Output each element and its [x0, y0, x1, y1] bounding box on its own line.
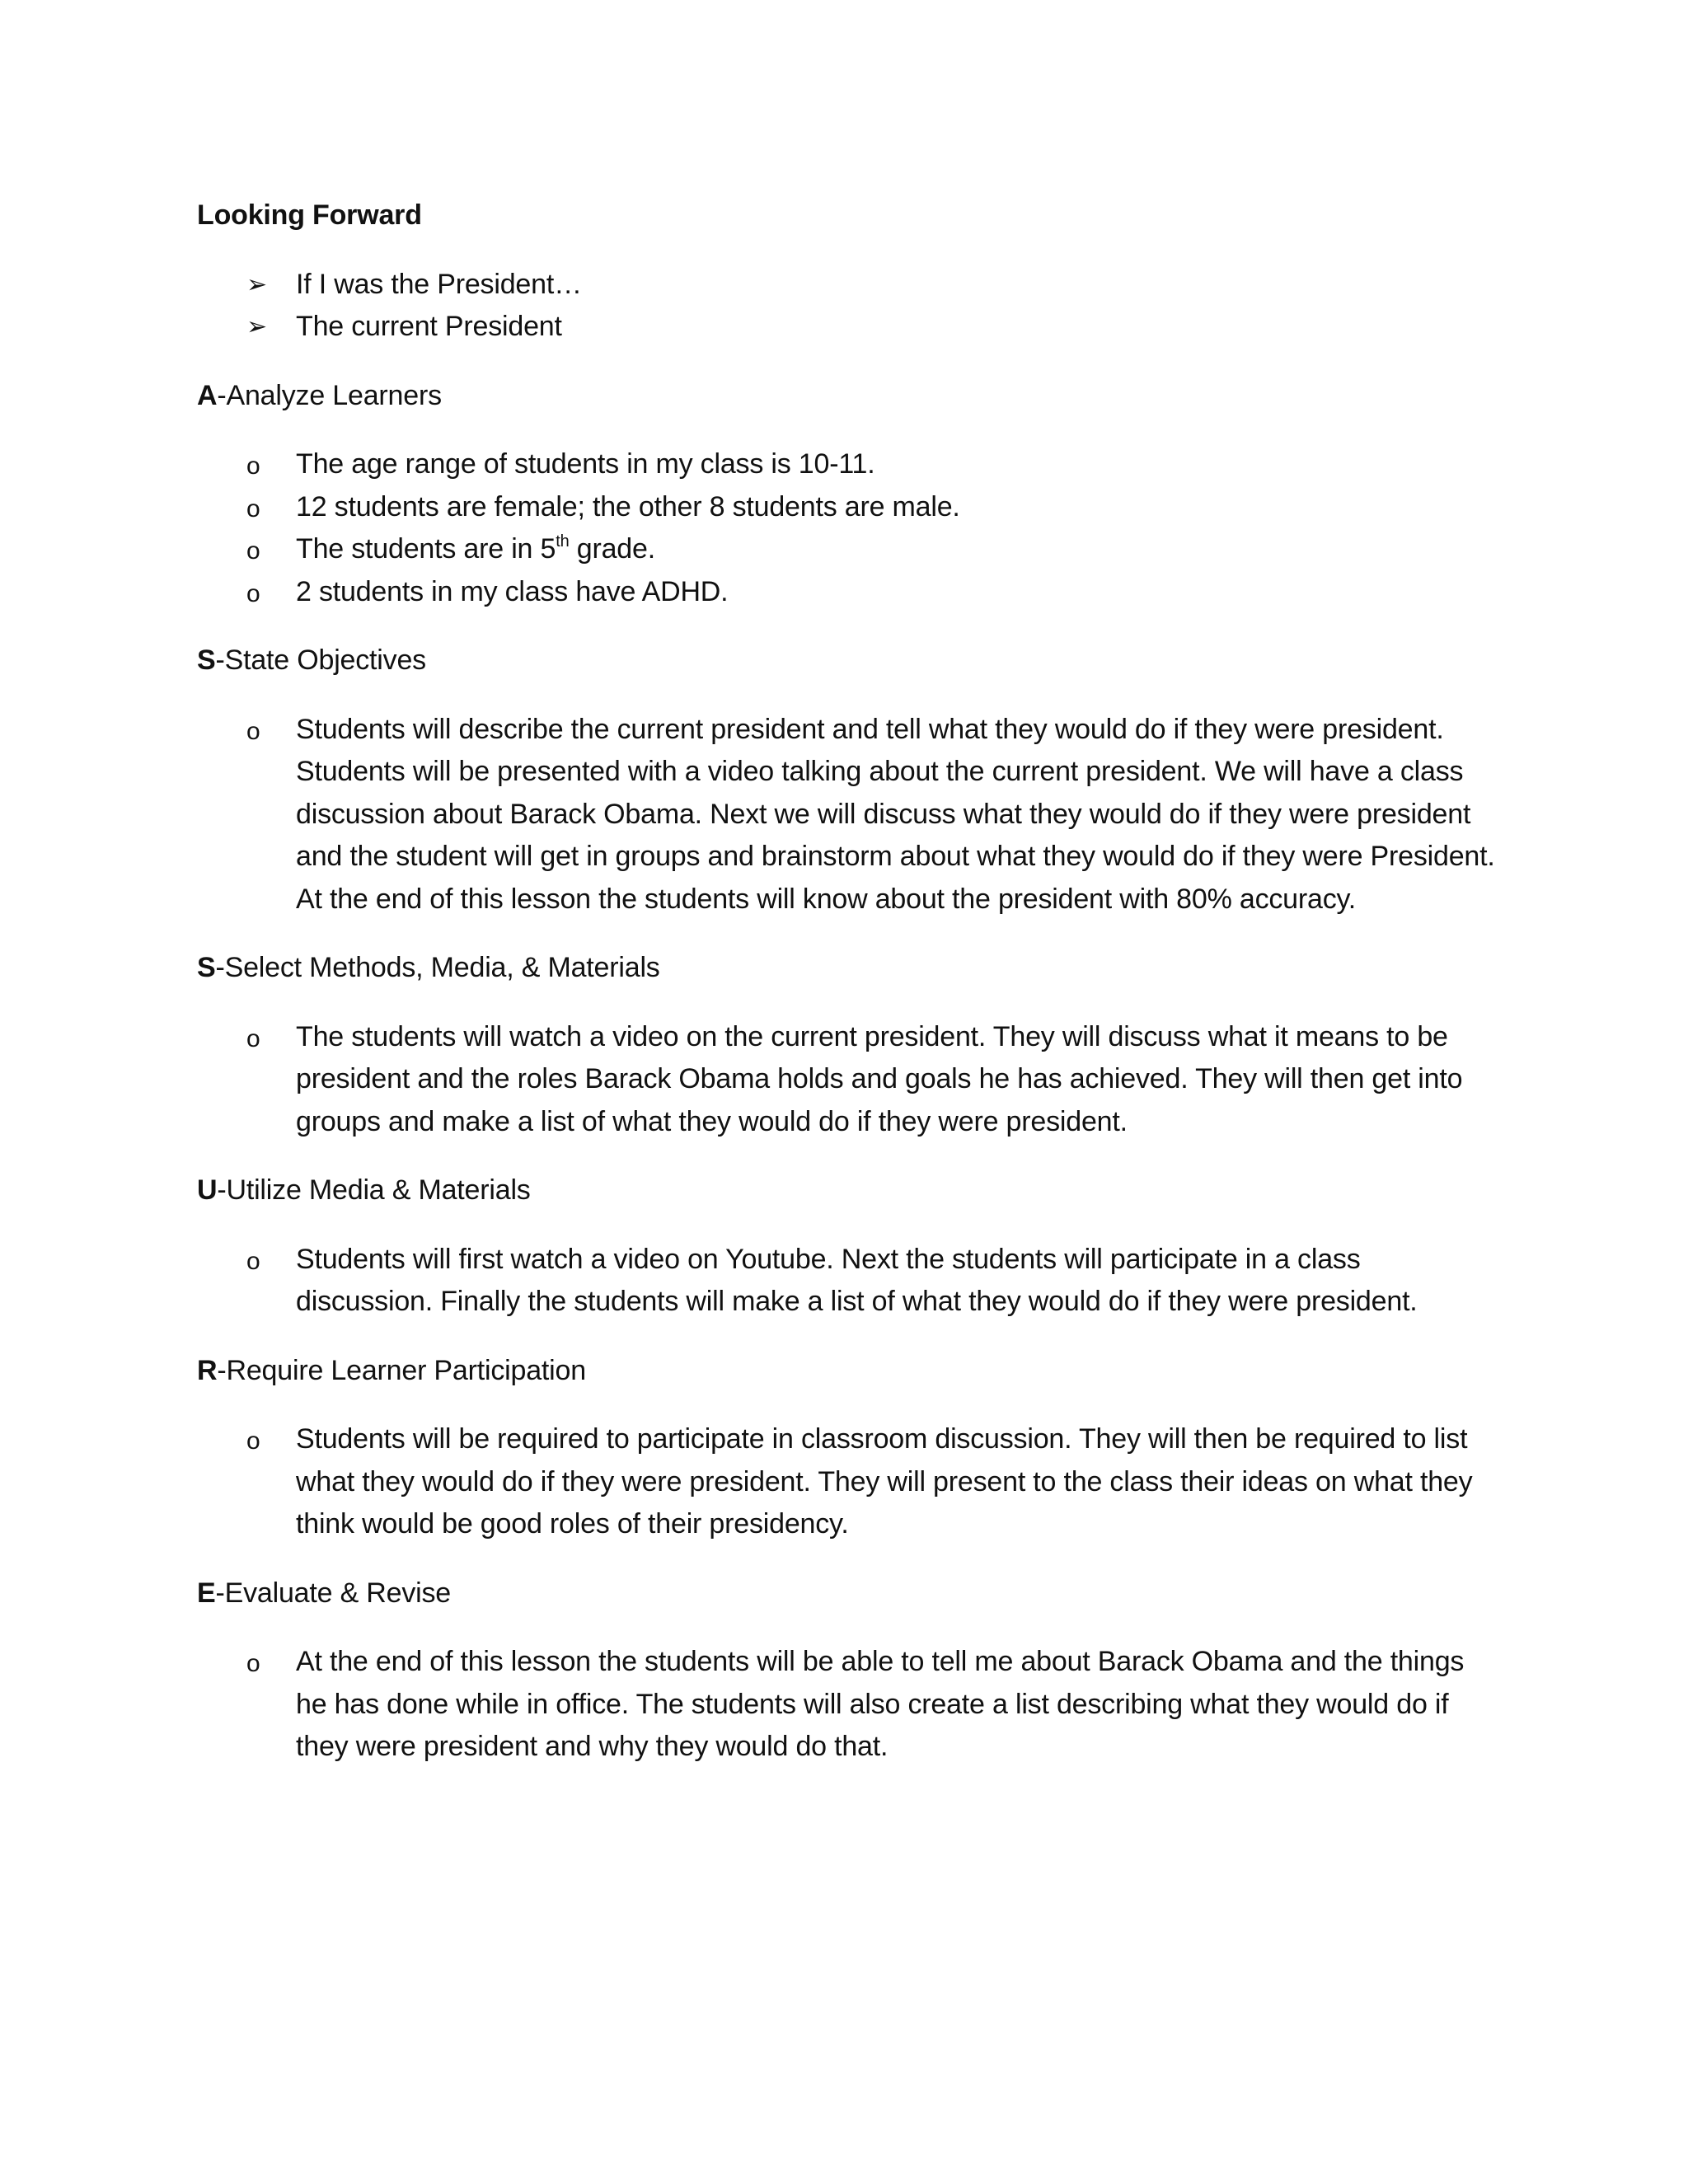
section-letter: S	[197, 952, 216, 983]
section-heading-text: -Require Learner Participation	[217, 1354, 586, 1386]
require-participation-list	[197, 1418, 1499, 1546]
circle-bullet-icon: o	[246, 537, 260, 565]
arrow-bullet-icon: ➢	[246, 270, 267, 298]
section-heading-state-objectives	[197, 640, 1499, 682]
list-item	[197, 571, 1499, 614]
section-heading-text: -Evaluate & Revise	[215, 1577, 452, 1609]
state-objectives-list	[197, 709, 1499, 921]
evaluate-revise-list	[197, 1641, 1499, 1769]
circle-bullet-icon: o	[246, 1427, 260, 1455]
section-heading-text: -State Objectives	[215, 644, 426, 676]
list-item-text: Students will be required to participate in classroom discussion. They will then be required to list what they would do if they were president. They will present to the class their ideas on what they think would be good roles of their presidency.	[296, 1423, 1473, 1540]
list-item-text	[296, 533, 655, 565]
grade-text: The students are in 5	[296, 533, 556, 565]
list-item	[197, 528, 1499, 571]
list-item	[197, 1641, 1499, 1769]
list-item-text: 2 students in my class have ADHD.	[296, 575, 729, 607]
section-heading-analyze-learners	[197, 375, 1499, 418]
section-heading-text: -Analyze Learners	[217, 379, 442, 411]
document-title: Looking Forward	[197, 199, 422, 231]
document-page	[197, 194, 1499, 1795]
section-letter: U	[197, 1174, 218, 1206]
list-item	[197, 1239, 1499, 1324]
section-heading-select-methods	[197, 947, 1499, 990]
grade-suffix: grade.	[569, 533, 655, 565]
section-heading-text: -Select Methods, Media, & Materials	[215, 952, 660, 983]
list-item	[197, 709, 1499, 921]
list-item-text: The students will watch a video on the current president. They will discuss what it means to be president and the roles Barack Obama holds and goals he has achieved. They will then get into groups and make a list of what they would do if they were president.	[296, 1020, 1463, 1137]
utilize-media-list	[197, 1239, 1499, 1324]
intro-list	[197, 264, 1499, 349]
analyze-learners-list	[197, 443, 1499, 613]
grade-superscript: th	[556, 532, 570, 551]
circle-bullet-icon: o	[246, 717, 260, 745]
select-methods-list	[197, 1016, 1499, 1144]
list-item-text: The current President	[296, 311, 562, 342]
section-letter: A	[197, 379, 218, 411]
section-letter: E	[197, 1577, 216, 1609]
list-item-text: Students will first watch a video on Youtube. Next the students will participate in a class discussion. Finally the students will make a list of what they would do if they were president.	[296, 1243, 1418, 1317]
list-item	[197, 1016, 1499, 1144]
list-item-text: 12 students are female; the other 8 students are male.	[296, 490, 960, 523]
list-item	[197, 486, 1499, 529]
circle-bullet-icon: o	[246, 494, 260, 523]
circle-bullet-icon: o	[246, 1024, 260, 1052]
circle-bullet-icon: o	[246, 452, 260, 480]
list-item-text: Students will describe the current president and tell what they would do if they were president. Students will be presented with a video talking about the current president. We will have a class discussion about Barack Obama. Next we will discuss what they would do if they were president and the student will get in groups and brainstorm about what they would do if they were President. At the end of this lesson the students will know about the president with 80% accuracy.	[296, 713, 1495, 915]
list-item	[197, 1418, 1499, 1546]
list-item-text: The age range of students in my class is 10-11.	[296, 448, 875, 480]
circle-bullet-icon: o	[246, 579, 260, 607]
list-item-text: At the end of this lesson the students will be able to tell me about Barack Obama and the things he has done while in office. The students will also create a list describing what they would do if they were president and why they would do that.	[296, 1646, 1465, 1762]
section-heading-require-participation	[197, 1350, 1499, 1393]
arrow-bullet-icon: ➢	[246, 313, 267, 340]
circle-bullet-icon: o	[246, 1650, 260, 1677]
list-item	[197, 306, 1499, 349]
section-heading-utilize-media	[197, 1169, 1499, 1212]
section-heading-text: -Utilize Media & Materials	[217, 1174, 531, 1206]
list-item-text: If I was the President…	[296, 268, 582, 300]
section-heading-evaluate-revise	[197, 1572, 1499, 1615]
section-letter: R	[197, 1354, 218, 1386]
section-letter: S	[197, 644, 216, 676]
circle-bullet-icon: o	[246, 1247, 260, 1275]
list-item	[197, 443, 1499, 486]
list-item	[197, 264, 1499, 307]
